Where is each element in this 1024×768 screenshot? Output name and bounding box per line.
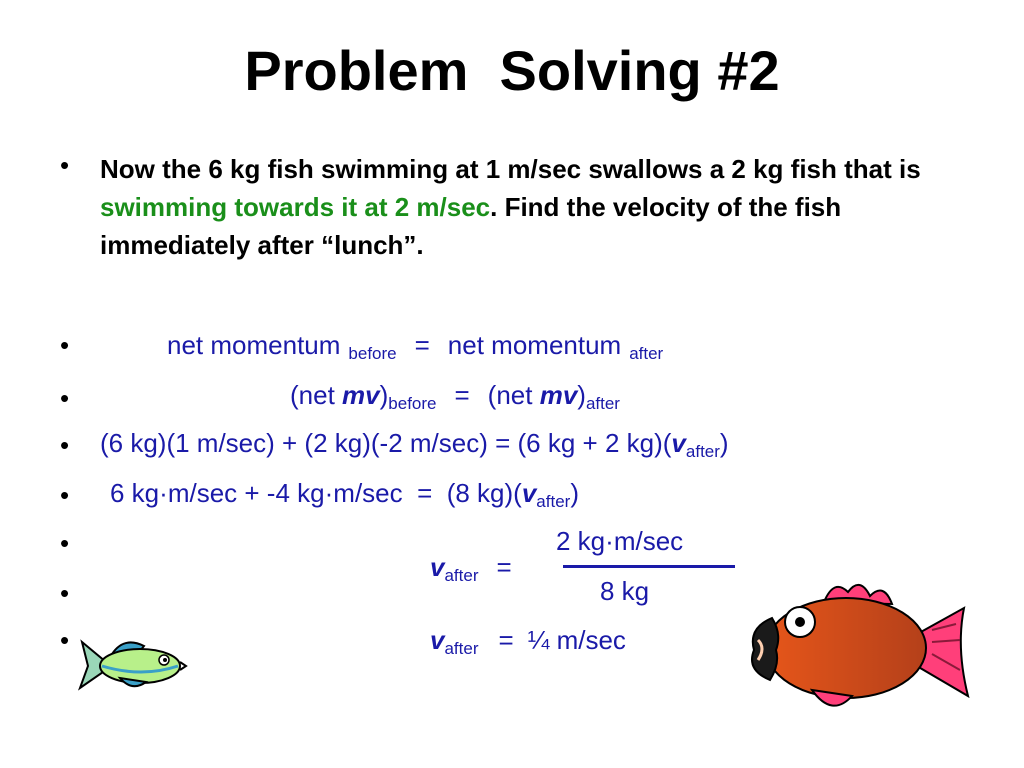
slide-title: Problem Solving #2 bbox=[244, 39, 780, 102]
equation-line-1 bbox=[167, 330, 663, 364]
numerator-b: m/sec bbox=[613, 526, 684, 556]
eq3-sub: after bbox=[685, 442, 720, 461]
eq1-left: net momentum bbox=[167, 330, 341, 360]
eq4-text-b: m/sec + -4 kg bbox=[167, 478, 325, 508]
eq4-close: ) bbox=[570, 478, 579, 508]
eq3-text: (6 kg)(1 m/sec) + (2 kg)(-2 m/sec) = (6 kg + 2 kg)( bbox=[100, 428, 672, 458]
eq3-close: ) bbox=[719, 428, 729, 458]
eq4-text-c: m/sec = (8 kg)( bbox=[333, 478, 522, 508]
eq4-var: v bbox=[521, 478, 537, 508]
eq7-sub: after bbox=[444, 639, 479, 658]
small-fish-image bbox=[72, 636, 190, 694]
fraction-numerator bbox=[556, 526, 683, 557]
numerator-a: 2 kg bbox=[556, 526, 606, 556]
eq6-var: v bbox=[430, 552, 445, 582]
big-fish-image bbox=[742, 578, 974, 718]
bullet-2: • bbox=[60, 330, 70, 360]
equation-line-3 bbox=[100, 428, 729, 462]
eq2-left-sub: before bbox=[388, 394, 437, 413]
eq1-right-sub: after bbox=[629, 344, 664, 363]
intro-text-2: . Find the velocity of the fish immediately after “lunch”. bbox=[100, 192, 842, 260]
intro-text-1: Now the 6 kg fish swimming at 1 m/sec swallows a 2 kg fish that is bbox=[100, 154, 921, 184]
eq2-left-open: (net bbox=[290, 380, 343, 410]
bullet-8: • bbox=[60, 625, 70, 655]
bullet-5: • bbox=[60, 480, 70, 510]
equation-line-2 bbox=[290, 380, 620, 414]
eq2-right-open: (net bbox=[487, 380, 540, 410]
intro-paragraph bbox=[100, 150, 980, 264]
eq2-right-var: mv bbox=[539, 380, 578, 410]
bullet-6: • bbox=[60, 528, 70, 558]
eq6-equals: = bbox=[496, 552, 512, 582]
eq2-left-var: mv bbox=[342, 380, 380, 410]
fraction-denominator: 8 kg bbox=[600, 576, 650, 606]
fraction-bar bbox=[563, 565, 735, 568]
eq4-sub: after bbox=[536, 492, 571, 511]
eq7-equals: = bbox=[498, 625, 514, 655]
eq3-var: v bbox=[671, 428, 686, 458]
eq2-equals: = bbox=[454, 380, 470, 410]
eq2-right-sub: after bbox=[585, 394, 620, 413]
bullet-1: • bbox=[60, 150, 70, 180]
equation-line-7 bbox=[430, 625, 626, 659]
bullet-7: • bbox=[60, 578, 70, 608]
numerator-dot: · bbox=[605, 526, 614, 556]
eq2-right-close: ) bbox=[577, 380, 586, 410]
eq1-equals: = bbox=[414, 330, 430, 360]
intro-highlight: swimming towards it at 2 m/sec bbox=[100, 192, 491, 222]
eq4-dot-1: · bbox=[159, 478, 168, 508]
eq4-dot-2: · bbox=[324, 478, 334, 508]
eq7-result: ¼ m/sec bbox=[527, 625, 626, 655]
equation-line-6-lhs bbox=[430, 552, 512, 586]
eq7-var: v bbox=[430, 625, 445, 655]
eq1-right: net momentum bbox=[447, 330, 622, 360]
bullet-4: • bbox=[60, 430, 70, 460]
eq2-left-close: ) bbox=[379, 380, 389, 410]
bullet-3: • bbox=[60, 383, 70, 413]
eq4-text-a: 6 kg bbox=[110, 478, 160, 508]
eq6-sub: after bbox=[444, 566, 479, 585]
equation-line-4 bbox=[110, 478, 579, 512]
eq1-left-sub: before bbox=[348, 344, 397, 363]
